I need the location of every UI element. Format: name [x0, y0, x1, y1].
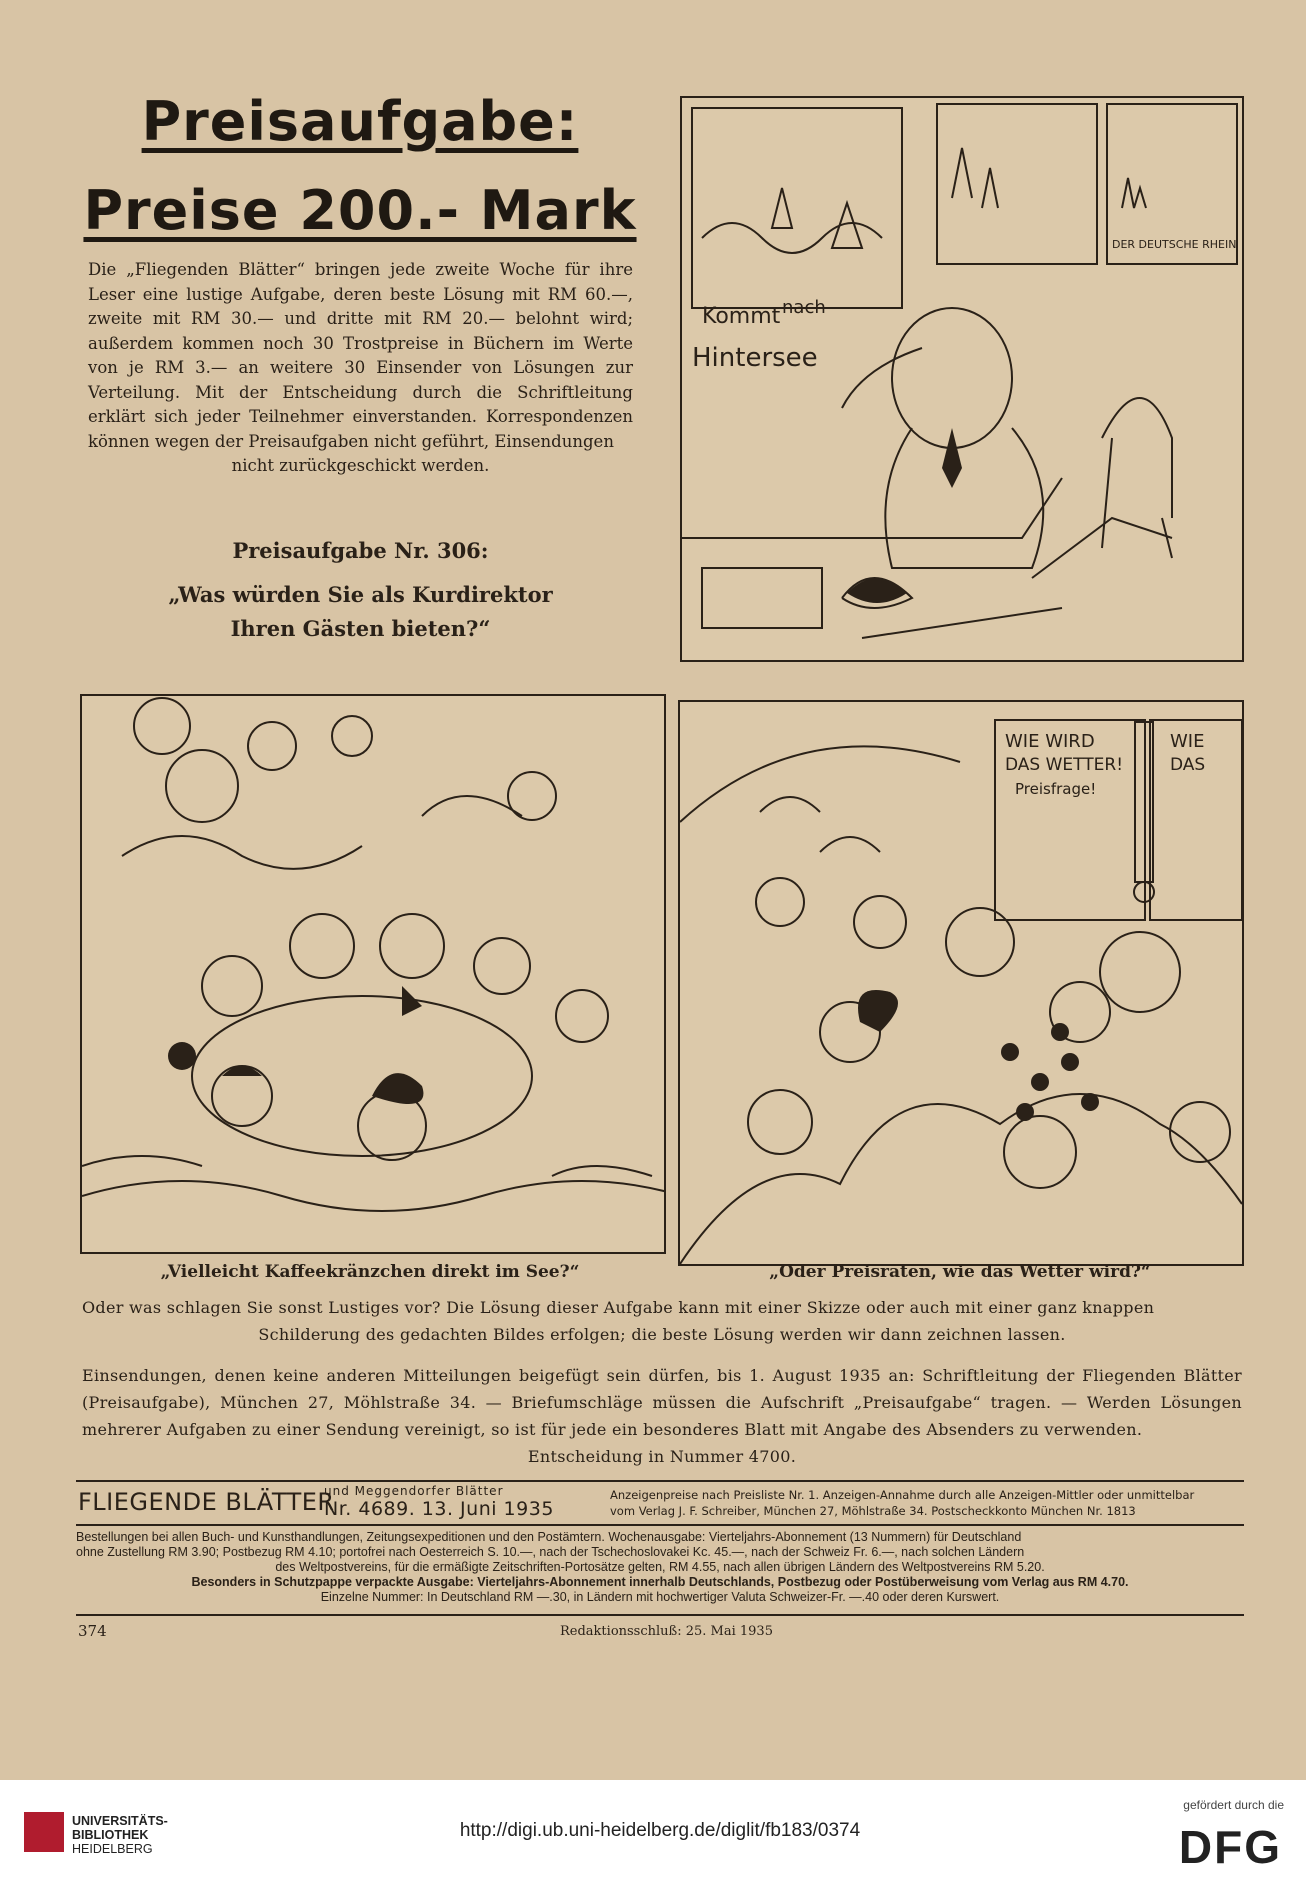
masthead-issue: Nr. 4689. 13. Juni 1935	[324, 1498, 554, 1520]
source-url[interactable]: http://digi.ub.uni-heidelberg.de/diglit/fb183/0374	[459, 1820, 861, 1841]
illustration-kurdirektor	[680, 96, 1244, 662]
subscription-line-2: ohne Zustellung RM 3.90; Postbezug RM 4.10; portofrei nach Oesterreich S. 10.—, nach der Tschechoslovakei Kc. 45.—, nach der Schweiz Fr. 6.—, nach solchen Ländern	[76, 1545, 1025, 1559]
title-block	[80, 90, 640, 268]
paragraph-1	[82, 1294, 1242, 1348]
preisraten-drawing	[680, 702, 1242, 1264]
paragraph-2-body: Einsendungen, denen keine anderen Mitteilungen beigefügt sein dürfen, bis 1. August 1935 an: Schriftleitung der Fliegenden Blätter (Preisaufgabe), München 27, Möhlstraße 34. — Briefumschläge müssen die Aufschrift „Preisaufgabe“ tragen. — Werden Lösungen mehrerer Aufgaben zu einer Sendung vereinigt, so ist für jede ein besonderes Blatt mit Angabe des Absenders zu verwenden.	[82, 1366, 1242, 1439]
dfg-note: gefördert durch die	[1183, 1798, 1284, 1812]
board-line-3: Preisfrage!	[1015, 780, 1097, 798]
library-line-2: BIBLIOTHEK	[72, 1828, 149, 1842]
subscription-line-3: des Weltpostvereins, für die ermäßigte Zeitschriften-Portosätze gelten, RM 4.55, nach allen übrigen Ländern des Weltpostvereins RM 5.20.	[275, 1560, 1045, 1574]
task-question-line-2: Ihren Gästen bieten?“	[230, 616, 491, 641]
subscription-line-5: Einzelne Nummer: In Deutschland RM —.30, in Ländern mit hochwertiger Valuta Schweizer-Fr. —.40 oder deren Kurswert.	[320, 1590, 1000, 1604]
masthead-und: und Meggendorfer Blätter	[324, 1484, 504, 1498]
subscription-info	[76, 1530, 1244, 1605]
paragraph-2	[82, 1362, 1242, 1470]
illustration-preisraten	[678, 700, 1244, 1266]
intro-body: Die „Fliegenden Blätter“ bringen jede zweite Woche für ihre Leser eine lustige Aufgabe, deren beste Lösung mit RM 60.—, zweite mit RM 30.— und dritte mit RM 20.— belohnt wird; außerdem kommen noch 30 Trostpreise in Büchern im Werte von je RM 3.— an weitere 30 Einsender von Lösungen zur Verteilung. Mit der Entscheidung durch die Schriftleitung erklärt sich jeder Teilnehmer einverstanden. Korrespondenzen können wegen der Preisaufgaben nicht geführt, Einsendungen	[88, 260, 633, 451]
sign-word-3: Hintersee	[692, 343, 818, 373]
kurdirektor-drawing	[682, 98, 1242, 660]
title-line-1: Preisaufgabe:	[141, 90, 579, 153]
sign-word-1: Kommt	[702, 304, 781, 329]
library-line-1: UNIVERSITÄTS-	[72, 1814, 168, 1828]
board-line-2: DAS WETTER!	[1005, 755, 1124, 775]
dfg-logo: DFG	[1178, 1821, 1282, 1873]
caption-right: „Oder Preisraten, wie das Wetter wird?“	[769, 1262, 1151, 1282]
editorial-deadline: Redaktionsschluß: 25. Mai 1935	[560, 1624, 773, 1639]
task-question	[88, 578, 633, 646]
intro-text	[88, 258, 633, 479]
sign-word-2: nach	[782, 297, 826, 318]
digitization-footer	[0, 1780, 1306, 1883]
masthead-ad-line-1: Anzeigenpreise nach Preisliste Nr. 1. Anzeigen-Annahme durch alle Anzeigen-Mittler oder unmittelbar	[610, 1488, 1195, 1502]
paragraph-2-last-line: Entscheidung in Nummer 4700.	[527, 1447, 797, 1466]
caption-left: „Vielleicht Kaffeekränzchen direkt im See?“	[160, 1262, 580, 1282]
library-line-3: HEIDELBERG	[72, 1842, 153, 1856]
masthead-rule-bottom	[76, 1524, 1244, 1526]
footer-rule	[76, 1614, 1244, 1616]
board-right-2: DAS	[1170, 755, 1206, 775]
intro-last-line: nicht zurückgeschickt werden.	[231, 456, 490, 475]
paragraph-1-last-line: Schilderung des gedachten Bildes erfolgen; die beste Lösung werden wir dann zeichnen lassen.	[258, 1325, 1066, 1344]
heidelberg-logo-icon	[24, 1812, 64, 1852]
picture-label: DER DEUTSCHE RHEIN	[1112, 238, 1237, 251]
subscription-line-1: Bestellungen bei allen Buch- und Kunsthandlungen, Zeitungsexpeditionen und den Postämtern. Wochenausgabe: Vierteljahrs-Abonnement (13 Nummern) für Deutschland	[76, 1530, 1022, 1544]
task-question-line-1: „Was würden Sie als Kurdirektor	[168, 582, 553, 607]
kaffeekraenzchen-drawing	[82, 696, 664, 1252]
board-line-1: WIE WIRD	[1005, 731, 1095, 752]
masthead-title: FLIEGENDE BLÄTTER	[78, 1488, 335, 1516]
paragraph-1-body: Oder was schlagen Sie sonst Lustiges vor? Die Lösung dieser Aufgabe kann mit einer Skizze oder auch mit einer ganz knappen	[82, 1298, 1155, 1317]
library-name	[72, 1814, 168, 1856]
page-number: 374	[78, 1622, 107, 1640]
board-right-1: WIE	[1170, 731, 1205, 752]
illustration-kaffeekraenzchen	[80, 694, 666, 1254]
subscription-line-4: Besonders in Schutzpappe verpackte Ausgabe: Vierteljahrs-Abonnement innerhalb Deutschlands, Postbezug oder Postüberweisung vom Verlag aus RM 4.70.	[191, 1575, 1129, 1589]
masthead-ad-line-2: vom Verlag J. F. Schreiber, München 27, Möhlstraße 34. Postscheckkonto München Nr. 1813	[610, 1504, 1136, 1518]
masthead-rule-top	[76, 1480, 1244, 1482]
task-title: Preisaufgabe Nr. 306:	[232, 538, 489, 563]
title-line-2: Preise 200.- Mark	[83, 179, 637, 242]
